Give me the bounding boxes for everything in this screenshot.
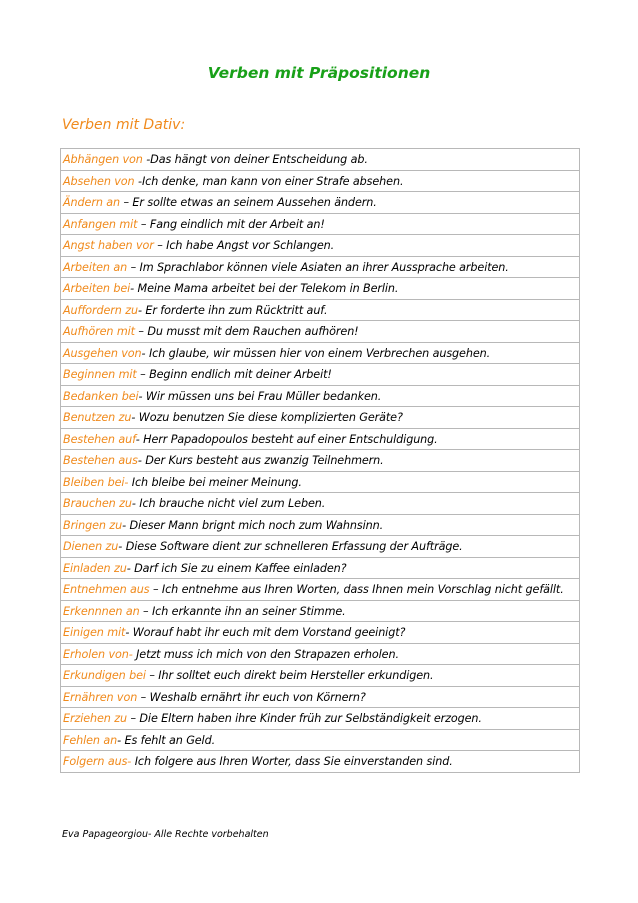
table-row [61, 730, 579, 752]
example-sentence: – Weshalb ernährt ihr euch von Körnern? [137, 690, 366, 704]
table-row [61, 407, 579, 429]
example-sentence: - Diese Software dient zur schnelleren Erfassung der Aufträge. [118, 540, 463, 553]
verb-phrase: Arbeiten bei [63, 282, 131, 295]
verb-phrase: Ausgehen von [63, 346, 142, 360]
example-sentence: - Es fehlt an Geld. [117, 733, 216, 747]
table-row [61, 665, 579, 687]
table-row [61, 429, 579, 451]
table-row [61, 622, 579, 644]
table-row [61, 235, 579, 257]
example-sentence: - Er forderte ihn zum Rücktritt auf. [137, 303, 328, 317]
verb-phrase: Aufhören mit [63, 325, 135, 338]
table-row [61, 300, 579, 322]
table-row [61, 579, 579, 601]
example-sentence: Ich folgere aus Ihren Worter, dass Sie einverstanden sind. [131, 755, 453, 768]
example-sentence: - Ich glaube, wir müssen hier von einem Verbrechen ausgehen. [141, 346, 491, 360]
table-row [61, 192, 579, 214]
table-row [61, 343, 579, 365]
verb-phrase: Bestehen aus [63, 454, 138, 467]
table-row [61, 708, 579, 730]
example-sentence: - Meine Mama arbeitet bei der Telekom in Berlin. [130, 282, 399, 295]
verb-phrase: Abhängen von [63, 153, 143, 166]
verb-phrase: Ernähren von [63, 690, 138, 704]
table-row [61, 171, 579, 193]
table-row [61, 321, 579, 343]
example-sentence: -Ich denke, man kann von einer Strafe absehen. [134, 174, 404, 188]
verb-phrase: Ändern an [63, 196, 121, 209]
page-title: Verben mit Präpositionen [207, 64, 431, 82]
example-sentence: - Worauf habt ihr euch mit dem Vorstand geeinigt? [125, 626, 406, 639]
table-row [61, 214, 579, 236]
verb-phrase: Entnehmen aus [63, 583, 150, 596]
example-sentence: - Dieser Mann brignt mich noch zum Wahnsinn. [122, 518, 384, 532]
example-sentence: -Das hängt von deiner Entscheidung ab. [142, 153, 368, 166]
verb-phrase: Einladen zu [63, 561, 127, 575]
example-sentence: – Ich entnehme aus Ihren Worten, dass Ihnen mein Vorschlag nicht gefällt. [149, 583, 564, 596]
example-sentence: – Ich habe Angst vor Schlangen. [153, 239, 335, 252]
verb-phrase: Angst haben vor [63, 239, 154, 252]
section-heading: Verben mit Dativ: [62, 117, 186, 133]
table-row [61, 644, 579, 666]
example-sentence: – Er sollte etwas an seinem Aussehen ändern. [120, 196, 377, 209]
example-sentence: – Die Eltern haben ihre Kinder früh zur Selbständigkeit erzogen. [127, 712, 482, 725]
example-sentence: – Ihr solltet euch direkt beim Hersteller erkundigen. [145, 669, 434, 682]
example-sentence: – Fang eindlich mit der Arbeit an! [137, 217, 325, 231]
table-row [61, 515, 579, 537]
table-row [61, 493, 579, 515]
example-sentence: – Du musst mit dem Rauchen aufhören! [134, 325, 359, 338]
example-sentence: Jetzt muss ich mich von den Strapazen erholen. [132, 647, 399, 661]
example-sentence: - Herr Papadopoulos besteht auf einer Entschuldigung. [135, 432, 438, 446]
example-sentence: – Beginn endlich mit deiner Arbeit! [136, 368, 332, 381]
verb-phrase: Dienen zu [63, 540, 119, 553]
verb-phrase: Folgern aus- [63, 755, 132, 768]
table-row [61, 601, 579, 623]
verb-phrase: Beginnen mit [63, 368, 137, 381]
verb-phrase: Erkennnen an [63, 604, 140, 618]
verb-phrase: Benutzen zu [63, 411, 132, 424]
table-row [61, 472, 579, 494]
table-row [61, 149, 579, 171]
verb-phrase: Erholen von- [63, 647, 133, 661]
verb-phrase: Bringen zu [63, 518, 123, 532]
verb-phrase: Bleiben bei- [63, 475, 129, 489]
verb-phrase: Bestehen auf [63, 432, 136, 446]
example-sentence: - Der Kurs besteht aus zwanzig Teilnehmern. [137, 454, 384, 467]
verb-phrase: Brauchen zu [63, 497, 132, 510]
verb-phrase: Erziehen zu [63, 712, 128, 725]
table-row [61, 257, 579, 279]
table-row [61, 687, 579, 709]
verb-phrase: Anfangen mit [63, 217, 138, 231]
example-sentence: - Wozu benutzen Sie diese komplizierten Geräte? [131, 411, 403, 424]
verb-table [60, 148, 580, 773]
table-row [61, 386, 579, 408]
table-row [61, 278, 579, 300]
table-row [61, 450, 579, 472]
example-sentence: - Ich brauche nicht viel zum Leben. [131, 497, 326, 510]
verb-phrase: Absehen von [63, 174, 135, 188]
table-row [61, 364, 579, 386]
example-sentence: - Darf ich Sie zu einem Kaffee einladen? [126, 561, 347, 575]
footer-copyright: Eva Papageorgiou- Alle Rechte vorbehalten [62, 829, 269, 840]
example-sentence: Ich bleibe bei meiner Meinung. [128, 475, 302, 489]
verb-phrase: Fehlen an [63, 733, 118, 747]
table-row [61, 751, 579, 773]
verb-phrase: Einigen mit [63, 626, 126, 639]
example-sentence: – Im Sprachlabor können viele Asiaten an ihrer Aussprache arbeiten. [127, 260, 509, 274]
table-row [61, 558, 579, 580]
verb-phrase: Erkundigen bei [63, 669, 146, 682]
example-sentence: – Ich erkannte ihn an seiner Stimme. [139, 604, 346, 618]
verb-phrase: Bedanken bei [63, 389, 139, 403]
example-sentence: - Wir müssen uns bei Frau Müller bedanken. [138, 389, 382, 403]
table-row [61, 536, 579, 558]
verb-phrase: Auffordern zu [63, 303, 138, 317]
verb-phrase: Arbeiten an [63, 260, 128, 274]
